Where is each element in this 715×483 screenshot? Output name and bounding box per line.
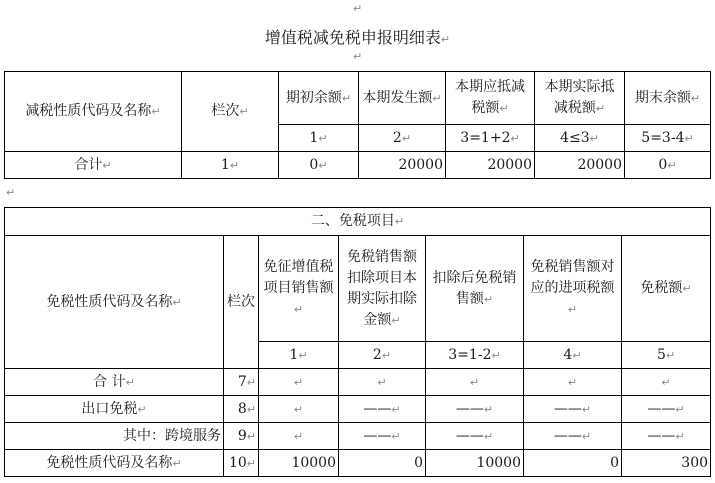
cell: ↵ xyxy=(259,423,339,450)
cell: 0 xyxy=(339,450,426,477)
cell: ↵ xyxy=(259,369,339,396)
reduction-line-header: 栏次↵ xyxy=(182,72,279,152)
paragraph-mark: ↵ xyxy=(353,2,363,15)
cell: 300 xyxy=(622,450,711,477)
form-title: 增值税减免税申报明细表↵ xyxy=(264,28,451,47)
exemption-line-header: 栏次 xyxy=(224,236,259,369)
row-label: 其中：跨境服务 xyxy=(5,423,224,450)
col-number: 1↵ xyxy=(259,342,339,369)
table-row xyxy=(5,369,711,396)
col-number: 4↵ xyxy=(524,342,622,369)
current-amount-header: 本期发生额↵ xyxy=(359,72,446,125)
row-label: 合 计↵ xyxy=(5,369,224,396)
col-number: 2↵ xyxy=(339,342,426,369)
row-label: 免税性质代码及名称↵ xyxy=(5,450,224,477)
row-line: 9↵ xyxy=(224,423,259,450)
deductible-tax-header: 本期应抵减税额↵ xyxy=(446,72,535,125)
cell: ↵ xyxy=(524,369,622,396)
cell: ——↵ xyxy=(524,396,622,423)
cell: ↵ xyxy=(259,396,339,423)
cell: 10000 xyxy=(259,450,339,477)
section-title: 二、免税项目↵ xyxy=(5,208,711,236)
cell: ——↵ xyxy=(524,423,622,450)
total-line: 1↵ xyxy=(182,152,279,179)
row-line: 8↵ xyxy=(224,396,259,423)
table-row xyxy=(5,152,711,179)
paragraph-mark: ↵ xyxy=(353,50,363,63)
cell: 10000 xyxy=(426,450,524,477)
col-number: 3=1+2↵ xyxy=(446,125,535,152)
actual-deduction-header: 本期实际抵减税额↵ xyxy=(535,72,625,125)
cell: 0 xyxy=(524,450,622,477)
total-deductible: 20000 xyxy=(446,152,535,179)
exemption-table xyxy=(4,207,711,477)
cell: ↵ xyxy=(622,369,711,396)
table-row xyxy=(5,450,711,477)
input-tax-header: 免税销售额对应的进项税额↵ xyxy=(524,236,622,342)
cell: ——↵ xyxy=(339,396,426,423)
cell: ↵ xyxy=(426,369,524,396)
cell: ——↵ xyxy=(622,396,711,423)
total-current: 20000 xyxy=(359,152,446,179)
cell: ——↵ xyxy=(622,423,711,450)
cell: ——↵ xyxy=(426,423,524,450)
col-number: 4≤3↵ xyxy=(535,125,625,152)
total-actual: 20000 xyxy=(535,152,625,179)
total-closing: 0↵ xyxy=(625,152,711,179)
table-row xyxy=(5,423,711,450)
cell: ——↵ xyxy=(426,396,524,423)
row-line: 10↵ xyxy=(224,450,259,477)
col-number: 5↵ xyxy=(622,342,711,369)
col-number: 3=1-2↵ xyxy=(426,342,524,369)
exempt-tax-header: 免税额↵ xyxy=(622,236,711,342)
col-number: 1↵ xyxy=(279,125,359,152)
total-label: 合计↵ xyxy=(5,152,182,179)
paragraph-mark: ↵ xyxy=(6,186,16,199)
cell: ↵ xyxy=(339,369,426,396)
closing-balance-header: 期末余额↵ xyxy=(625,72,711,125)
col-number: 2↵ xyxy=(359,125,446,152)
opening-balance-header: 期初余额↵ xyxy=(279,72,359,125)
reduction-name-header: 减税性质代码及名称↵ xyxy=(5,72,182,152)
exempt-sales-header: 免征增值税项目销售额↵ xyxy=(259,236,339,342)
row-line: 7↵ xyxy=(224,369,259,396)
deduction-amount-header: 免税销售额扣除项目本期实际扣除金额↵ xyxy=(339,236,426,342)
cell: ——↵ xyxy=(339,423,426,450)
reduction-table xyxy=(4,71,711,179)
col-number: 5=3-4↵ xyxy=(625,125,711,152)
total-opening: 0↵ xyxy=(279,152,359,179)
net-exempt-sales-header: 扣除后免税销售额↵ xyxy=(426,236,524,342)
exemption-name-header: 免税性质代码及名称↵ xyxy=(5,236,224,369)
table-row xyxy=(5,396,711,423)
row-label: 出口免税↵ xyxy=(5,396,224,423)
